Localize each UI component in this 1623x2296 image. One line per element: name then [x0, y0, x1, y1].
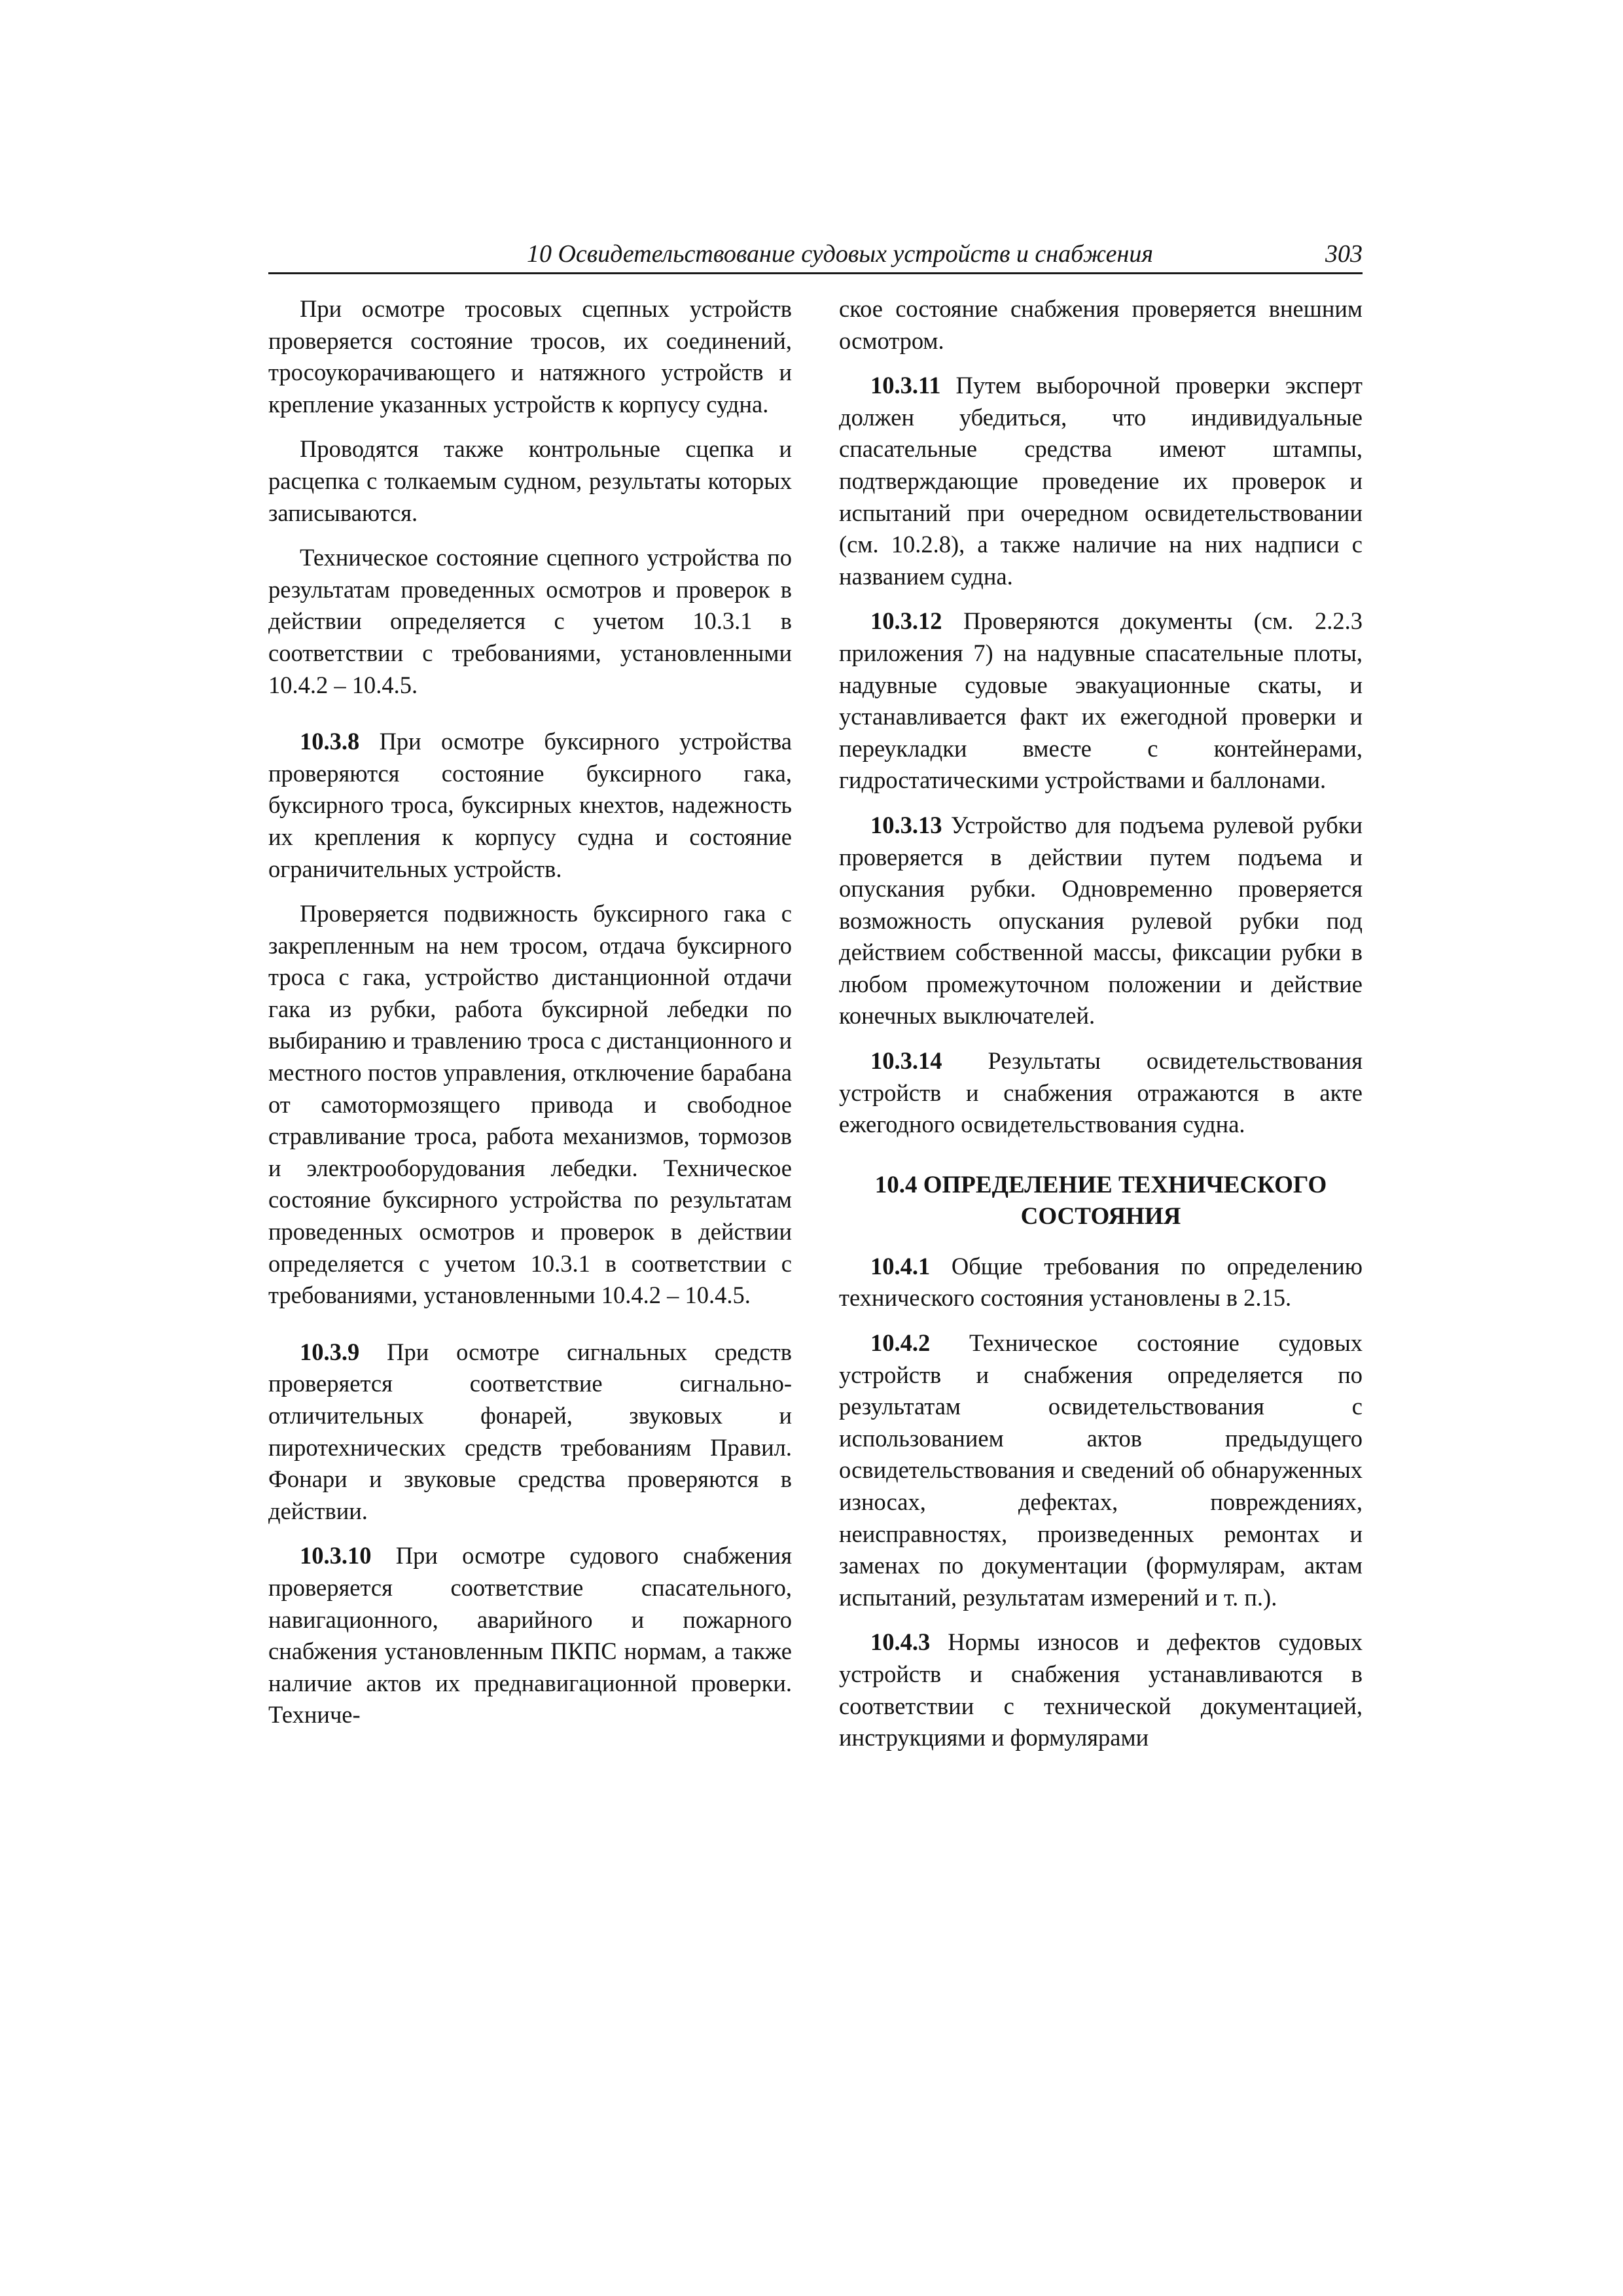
clause-number: 10.4.3	[870, 1628, 931, 1656]
paragraph-10-3-12: 10.3.12 Проверяются документы (см. 2.2.3 приложения 7) на надувные спасательные плоты, надувные судовые эвакуационные скаты, и устанавливается факт их ежегодной проверки и переукладки вместе с контейнерами, гидростатическими устройствами и баллонами.	[839, 607, 1363, 794]
clause-number: 10.3.9	[300, 1338, 360, 1365]
clause-number: 10.3.10	[300, 1542, 372, 1570]
page-number: 303	[1325, 240, 1363, 268]
clause-number: 10.4.1	[870, 1252, 931, 1280]
paragraph-10-3-14: 10.3.14 Результаты освидетельствования устройств и снабжения отражаются в акте ежегодного освидетельствования судна.	[839, 1047, 1363, 1138]
clause-number: 10.4.2	[870, 1329, 931, 1357]
paragraph-10-4-1: 10.4.1 Общие требования по определению технического состояния установлены в 2.15.	[839, 1252, 1363, 1312]
section-heading: 10.4 ОПРЕДЕЛЕНИЕ ТЕХНИЧЕСКОГО СОСТОЯНИЯ	[874, 1171, 1327, 1230]
paragraph: Проверяется подвижность буксирного гака с закрепленным на нем тросом, отдача буксирного троса с гака, устройство дистанционной отдачи гака из рубки, работа буксирной лебедки по выбиранию и травлению троса с дистанционного и местного постов управления, отключение барабана от самотормозящего привода и свободное стравливание троса, работа механизмов, тормозов и электрооборудования лебедки. Техническое состояние буксирного устройства по результатам проведенных осмотров и проверок в действии определяется с учетом 10.3.1 в соответствии с требованиями, установленными 10.4.2 – 10.4.5.	[268, 900, 792, 1309]
paragraph-10-4-3: 10.4.3 Нормы износов и дефектов судовых устройств и снабжения устанавливаются в соответствии с технической документацией, инструкциями и формулярами	[839, 1628, 1363, 1751]
paragraph: Техническое состояние сцепного устройства по результатам проведенных осмотров и проверок в действии определяется с учетом 10.3.1 в соответствии с требованиями, установленными 10.4.2 – 10.4.5.	[268, 544, 792, 698]
paragraph-10-3-13: 10.3.13 Устройство для подъема рулевой рубки проверяется в действии путем подъема и опускания рубки. Одновременно проверяется возможность опускания рулевой рубки под действием собственной массы, фиксации рубки в любом промежуточном положении и действие конечных выключателей.	[839, 811, 1363, 1030]
clause-number: 10.3.8	[300, 728, 360, 755]
document-page	[268, 236, 1363, 1751]
paragraph-10-4-2: 10.4.2 Техническое состояние судовых устройств и снабжения определяется по результатам освидетельствования с использованием актов предыдущего освидетельствования и сведений об обнаруженных износах, дефектах, повреждениях, неисправностях, произведенных ремонтах и заменах по документации (формулярам, актам испытаний, результатам измерений и т. п.).	[839, 1329, 1363, 1611]
paragraph-10-3-10: 10.3.10 При осмотре судового снабжения проверяется соответствие спасательного, навигационного, аварийного и пожарного снабжения установленным ПКПС нормам, а также наличие актов их преднавигационной проверки. Техниче-	[268, 1542, 792, 1729]
paragraph: Проводятся также контрольные сцепка и расцепка с толкаемым судном, результаты которых записываются.	[268, 435, 792, 526]
right-column	[839, 293, 1363, 1767]
clause-number: 10.3.14	[870, 1047, 942, 1075]
paragraph-10-3-9: 10.3.9 При осмотре сигнальных средств проверяется соответствие сигнально-отличительных фонарей, звуковых и пиротехнических средств требованиям Правил. Фонари и звуковые средства проверяются в действии.	[268, 1338, 792, 1524]
clause-number: 10.3.13	[870, 811, 942, 838]
paragraph-continuation: ское состояние снабжения проверяется внешним осмотром.	[839, 295, 1363, 354]
paragraph-10-3-11: 10.3.11 Путем выборочной проверки эксперт должен убедиться, что индивидуальные спасательные средства имеют штампы, подтверждающие проведение их проверок и испытаний при очередном освидетельствовании (см. 10.2.8), а также наличие на них надписи с названием судна.	[839, 372, 1363, 590]
clause-number: 10.3.11	[870, 372, 941, 399]
paragraph-10-3-8: 10.3.8 При осмотре буксирного устройства проверяются состояние буксирного гака, буксирного троса, буксирных кнехтов, надежность их крепления к корпусу судна и состояние ограничительных устройств.	[268, 728, 792, 882]
header-title: 10 Освидетельствование судовых устройств и снабжения	[526, 240, 1153, 268]
paragraph: При осмотре тросовых сцепных устройств проверяется состояние тросов, их соединений, тросоукорачивающего и натяжного устройств и крепление указанных устройств к корпусу судна.	[268, 295, 792, 418]
running-header	[268, 236, 1363, 274]
left-column	[268, 293, 792, 1744]
clause-number: 10.3.12	[870, 607, 942, 635]
